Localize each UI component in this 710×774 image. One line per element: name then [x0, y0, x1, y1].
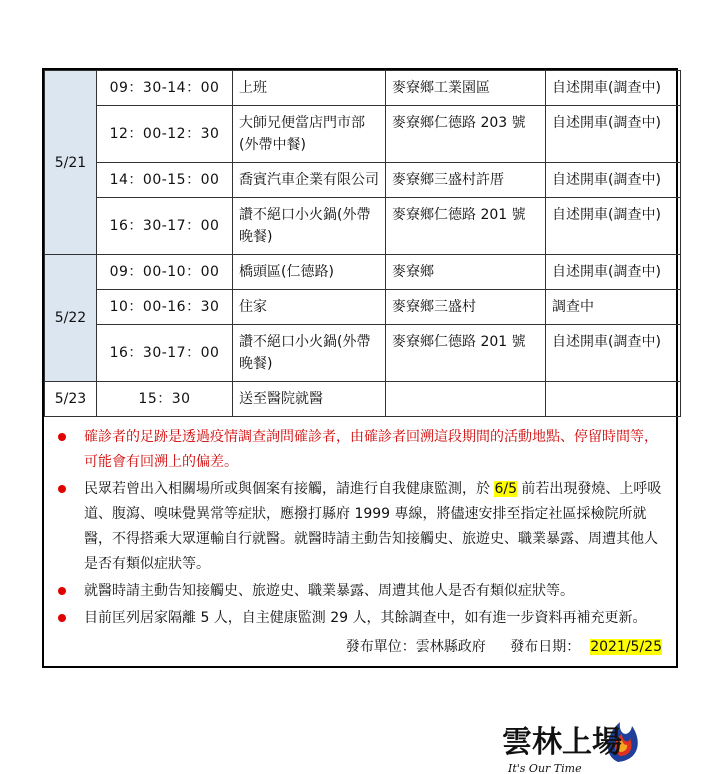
table-row [45, 106, 681, 163]
bullet-icon [58, 433, 66, 441]
location-cell: 麥寮鄉仁德路 201 號 [386, 198, 546, 255]
transport-cell: 自述開車(調查中) [546, 325, 681, 382]
table-row [45, 163, 681, 198]
time-cell: 10：00-16：30 [97, 290, 233, 325]
table-row [45, 198, 681, 255]
table-row [45, 255, 681, 290]
transport-cell: 調查中 [546, 290, 681, 325]
bullet-icon [58, 485, 66, 493]
note-text: 確診者的足跡是透過疫情調查詢問確診者，由確診者回溯這段期間的活動地點、停留時間等，可能會有回溯上的偏差。 [84, 429, 658, 470]
place-cell: 住家 [233, 290, 386, 325]
note-text: 前若出現發燒、上呼吸道、腹瀉、嗅味覺異常等症狀，應撥打縣府 1999 專線，將儘速安排至指定社區採檢院所就醫，不得搭乘大眾運輸自行就醫。就醫時請主動告知接觸史、旅遊史、職業暴露、周遭其他人是否有類似症狀等。 [84, 481, 662, 572]
table-row [45, 382, 681, 417]
time-cell: 12：00-12：30 [97, 106, 233, 163]
logo-text: 雲林上場 [502, 725, 622, 760]
place-cell: 大師兄便當店門市部(外帶中餐) [233, 106, 386, 163]
table-row [45, 290, 681, 325]
time-cell: 09：00-10：00 [97, 255, 233, 290]
yunlin-logo [500, 700, 670, 774]
transport-cell [546, 382, 681, 417]
footprint-table [44, 70, 681, 417]
transport-cell: 自述開車(調查中) [546, 106, 681, 163]
note-item [58, 606, 662, 631]
transport-cell: 自述開車(調查中) [546, 163, 681, 198]
place-cell: 讚不絕口小火鍋(外帶晚餐) [233, 325, 386, 382]
time-cell: 09：30-14：00 [97, 71, 233, 106]
table-row [45, 325, 681, 382]
note-item [58, 477, 662, 577]
time-cell: 16：30-17：00 [97, 198, 233, 255]
transport-cell: 自述開車(調查中) [546, 71, 681, 106]
highlighted-date: 6/5 [494, 481, 517, 497]
note-item [58, 425, 662, 475]
note-item [58, 579, 662, 604]
bullet-icon [58, 614, 66, 622]
date-cell: 5/23 [45, 382, 97, 417]
place-cell: 喬賓汽車企業有限公司 [233, 163, 386, 198]
place-cell: 上班 [233, 71, 386, 106]
note-text: 目前匡列居家隔離 5 人，自主健康監測 29 人，其餘調查中，如有進一步資料再補充更新。 [84, 610, 647, 626]
footprint-document [42, 68, 678, 668]
notes-section [44, 417, 676, 666]
document-footer [58, 635, 662, 660]
place-cell: 讚不絕口小火鍋(外帶晚餐) [233, 198, 386, 255]
date-cell: 5/22 [45, 255, 97, 382]
issue-date-label: 發布日期： 2021/5/25 [510, 639, 662, 655]
transport-cell: 自述開車(調查中) [546, 255, 681, 290]
location-cell: 麥寮鄉仁德路 201 號 [386, 325, 546, 382]
note-text: 就醫時請主動告知接觸史、旅遊史、職業暴露、周遭其他人是否有類似症狀等。 [84, 583, 574, 599]
bullet-icon [58, 587, 66, 595]
date-cell: 5/21 [45, 71, 97, 255]
time-cell: 14：00-15：00 [97, 163, 233, 198]
location-cell: 麥寮鄉 [386, 255, 546, 290]
transport-cell: 自述開車(調查中) [546, 198, 681, 255]
place-cell: 橋頭區(仁德路) [233, 255, 386, 290]
note-text: 民眾若曾出入相關場所或與個案有接觸，請進行自我健康監測，於 [84, 481, 495, 497]
location-cell: 麥寮鄉三盛村許厝 [386, 163, 546, 198]
table-row [45, 71, 681, 106]
logo-subtext: It's Our Time [508, 762, 582, 774]
location-cell: 麥寮鄉工業園區 [386, 71, 546, 106]
location-cell: 麥寮鄉三盛村 [386, 290, 546, 325]
location-cell [386, 382, 546, 417]
issuer-label: 發布單位：雲林縣政府 [345, 639, 486, 655]
location-cell: 麥寮鄉仁德路 203 號 [386, 106, 546, 163]
place-cell: 送至醫院就醫 [233, 382, 386, 417]
time-cell: 16：30-17：00 [97, 325, 233, 382]
issue-date-value: 2021/5/25 [590, 639, 662, 655]
time-cell: 15：30 [97, 382, 233, 417]
